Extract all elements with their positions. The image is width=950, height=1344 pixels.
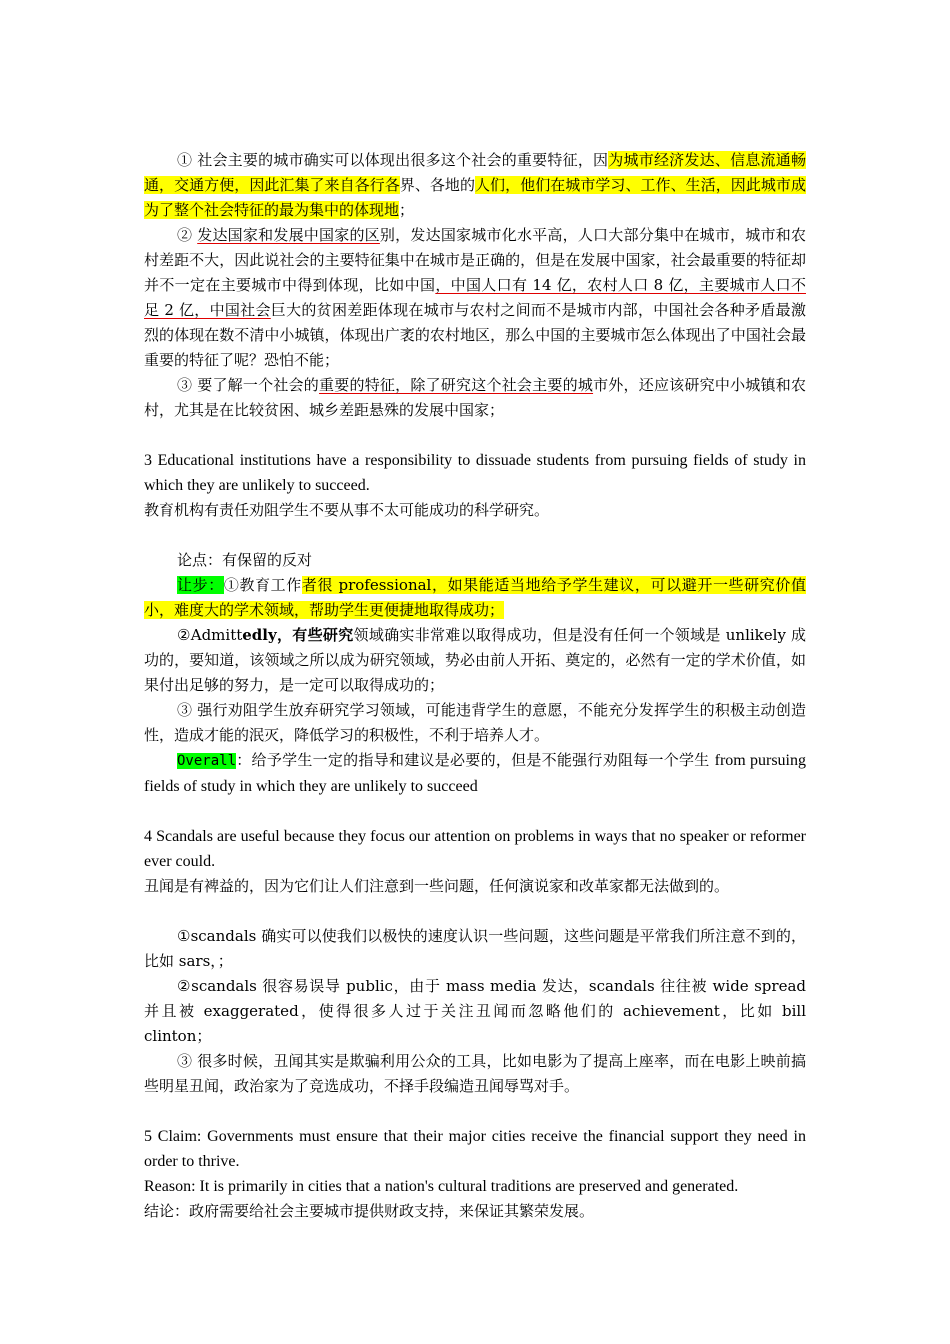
highlight: 者很 professional，如果能适当地给予学生建议，可以避开一些研究价值小，难度大的学术领域，帮助学生更便捷地取得成功； [144, 576, 806, 619]
text: from pursuing fields of study in which they are unlikely to succeed [144, 752, 806, 795]
concession-label: 让步： [177, 576, 224, 594]
topic-5-reason: Reason: It is primarily in cities that a nation's cultural traditions are preserved and generated. [144, 1178, 739, 1195]
highlight: 为城市经济发达、信息流通畅通，交通方便，因此汇集了来自各行各 [144, 151, 806, 194]
text: ② [177, 226, 198, 244]
bold-text: edly，有些研究 [242, 626, 354, 644]
paragraph-overall [144, 748, 806, 799]
underlined-text: 发达国家和发展中国家的区 [197, 226, 380, 244]
text: ； [399, 201, 415, 219]
text: 巨大的贫困差距体现在城市与农村之间而不是城市内部，中国社会各种矛盾最激烈的体现在数不清中小城镇，体现出广袤的农村地区，那么中国的主要城市怎么体现出了中国社会最重要的特征了呢？恐怕不能； [144, 301, 806, 369]
paragraph-small-towns [144, 373, 806, 423]
text: 界、各地的 [399, 176, 476, 194]
text: 市外，还应该研究中小城镇和农村，尤其是在比较贫困、城乡差距悬殊的发展中国家； [144, 376, 806, 419]
text: ③ 要了解一个社会的 [177, 376, 320, 394]
document-page [144, 148, 806, 1224]
topic-4-title: 4 Scandals are useful because they focus our attention on problems in ways that no speaker or reformer ever could. [144, 828, 806, 870]
underlined-text: 重要的特征，除了研究这个社会主要的城 [319, 376, 594, 394]
topic-5-conclusion: 结论：政府需要给社会主要城市提供财政支持，来保证其繁荣发展。 [144, 1202, 595, 1220]
text: ①教育工作 [223, 576, 302, 594]
text: ：给予学生一定的指导和建议是必要的，但是不能强行劝阻每一个学生 [236, 751, 715, 769]
underlined-text: ，中国人口有 14 亿，农村人口 8 亿，主要城市人口不足 2 亿，中国社会 [144, 276, 806, 319]
topic-4-translation: 丑闻是有裨益的，因为它们让人们注意到一些问题，任何演说家和改革家都无法做到的。 [144, 877, 730, 895]
paragraph-scandals-3: ③ 很多时候，丑闻其实是欺骗利用公众的工具，比如电影为了提高上座率，而在电影上映前搞些明星丑闻，政治家为了竞选成功，不择手段编造丑闻辱骂对手。 [144, 1052, 806, 1095]
paragraph-city-features [144, 148, 806, 223]
text: 领域确实非常难以取得成功，但是没有任何一个领域是 unlikely 成功的，要知道，该领域之所以成为研究领域，势必由前人开拓、奠定的，必然有一定的学术价值，如果付出足够的努力，是一定可以取得成功的； [144, 626, 806, 694]
overall-label: Overall [177, 753, 237, 769]
paragraph-scandals-1: ①scandals 确实可以使我们以极快的速度认识一些问题，这些问题是平常我们所注意不到的，比如 sars，； [144, 927, 806, 970]
paragraph-forced-dissuasion: ③ 强行劝阻学生放弃研究学习领域，可能违背学生的意愿，不能充分发挥学生的积极主动创造性，造成才能的泯灭，降低学习的积极性，不利于培养人才。 [144, 701, 806, 744]
highlight: 人们，他们在城市学习、工作、生活，因此城市成为了整个社会特征的最为集中的体现地 [144, 176, 806, 219]
topic-5-claim: 5 Claim: Governments must ensure that their major cities receive the financial support they need in order to thrive. [144, 1128, 806, 1170]
text: ① 社会主要的城市确实可以体现出很多这个社会的重要特征，因 [177, 151, 609, 169]
topic-3-title: 3 Educational institutions have a responsibility to dissuade students from pursuing fields of study in which they are unlikely to succeed. [144, 452, 806, 494]
paragraph-concession [144, 573, 806, 623]
text: 别，发达国家城市化水平高，人口大部分集中在城市，城市和农村差距不大，因此说社会的主要特征集中在城市是正确的，但是在发展中国家，社会最重要的特征却并不一定在主要城市中得到体现，比如中国 [144, 226, 806, 294]
paragraph-admittedly [144, 623, 806, 698]
paragraph-developing-countries [144, 223, 806, 373]
paragraph-scandals-2: ②scandals 很容易误导 public，由于 mass media 发达，scandals 往往被 wide spread 并且被 exaggerated，使得很多人过于关注丑闻而忽略他们的 achievement，比如 bill clinton； [144, 977, 806, 1045]
topic-3-position: 论点：有保留的反对 [177, 551, 313, 569]
topic-3-translation: 教育机构有责任劝阻学生不要从事不太可能成功的科学研究。 [144, 501, 550, 519]
text: ②Admitt [177, 626, 243, 644]
